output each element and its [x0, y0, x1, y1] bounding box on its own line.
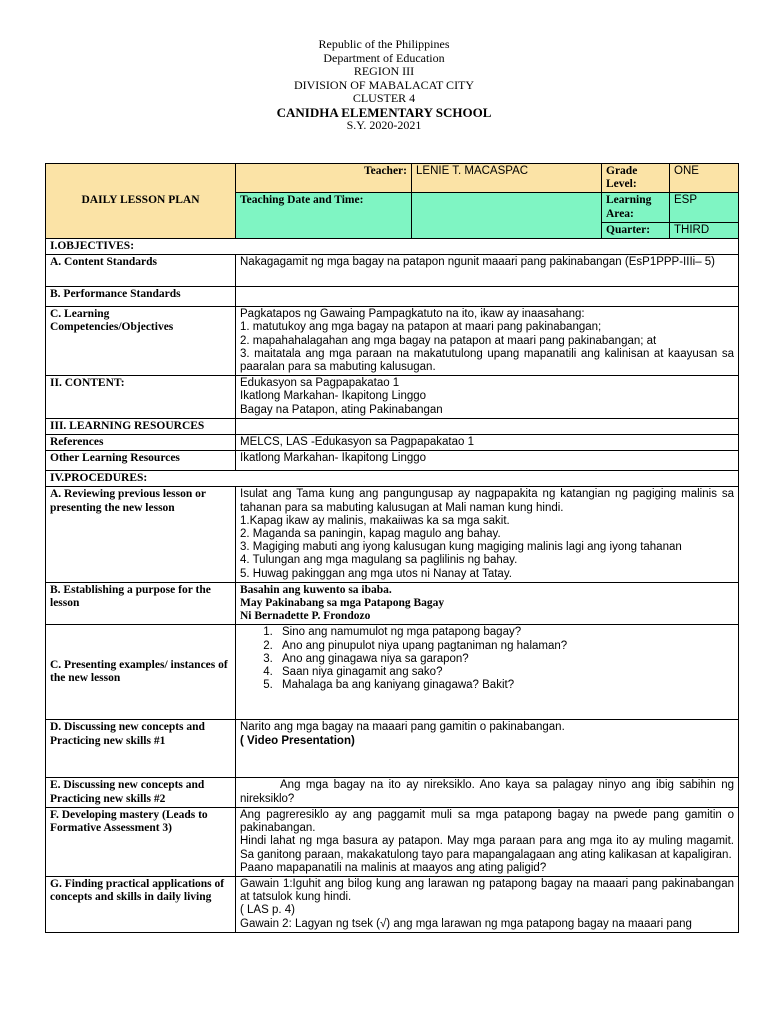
- competencies-value: [236, 307, 739, 376]
- school-year: S.Y. 2020-2021: [346, 118, 422, 132]
- procedure-b-label: B. Establishing a purpose for the lesson: [46, 582, 236, 625]
- procedure-e-value: Ang mga bagay na ito ay nireksiklo. Ano kaya sa palagay ninyo ang ibig sabihin ng nireksiklo?: [236, 778, 739, 807]
- content-line: Edukasyon sa Pagpapakatao 1: [240, 377, 400, 390]
- competencies-label: C. Learning Competencies/Objectives: [46, 307, 236, 376]
- procedure-b-value: [236, 582, 739, 625]
- procedure-c-label: C. Presenting examples/ instances of the new lesson: [46, 625, 236, 720]
- competency-line: Pagkatapos ng Gawaing Pampagkatuto na ito, ikaw ay inaasahang:: [240, 308, 585, 321]
- procedure-g-line: Gawain 2: Lagyan ng tsek (√) ang mga larawan ng mga patapong bagay na maaari pang: [240, 917, 692, 930]
- procedure-a-label: A. Reviewing previous lesson or presenting the new lesson: [46, 487, 236, 582]
- learning-resources-value: [236, 418, 739, 434]
- procedure-a-line: 3. Magiging mabuti ang iyong kalusugan kung magiging malinis lagi ang iyong tahanan: [240, 541, 682, 554]
- performance-standards-value: [236, 287, 739, 307]
- procedure-d-label: D. Discussing new concepts and Practicing new skills #1: [46, 720, 236, 778]
- other-resources-label: Other Learning Resources: [46, 451, 236, 471]
- teacher-value: LENIE T. MACASPAC: [412, 164, 602, 193]
- content-line: Ikatlong Markahan- Ikapitong Linggo: [240, 390, 427, 403]
- procedure-d-value: [236, 720, 739, 778]
- procedure-a-value: [236, 487, 739, 582]
- content-standards-label: A. Content Standards: [46, 255, 236, 287]
- header-line: DIVISION OF MABALACAT CITY: [293, 77, 475, 92]
- procedure-b-line: Basahin ang kuwento sa ibaba.: [240, 583, 392, 596]
- procedure-a-line: 5. Huwag pakinggan ang mga utos ni Nanay at Tatay.: [240, 567, 512, 580]
- quarter-value: THIRD: [670, 222, 739, 238]
- procedure-a-line: 1.Kapag ikaw ay malinis, makaiiwas ka sa mga sakit.: [240, 514, 510, 527]
- procedure-a-line: 2. Maganda sa paningin, kapag magulo ang bahay.: [240, 528, 501, 541]
- procedure-g-line: ( LAS p. 4): [240, 904, 295, 917]
- learning-area-value: ESP: [670, 193, 739, 222]
- procedure-f-value: [236, 807, 739, 876]
- lesson-plan-table: [45, 163, 739, 933]
- grade-value: ONE: [670, 164, 739, 193]
- procedure-f-line: Ang pagreresiklo ay ang paggamit muli sa mga patapong bagay na pwede pang gamitin o pakinabangan.: [240, 808, 734, 835]
- list-item: 5. Mahalaga ba ang kaniyang ginagawa? Bakit?: [276, 679, 734, 692]
- procedures-heading: IV.PROCEDURES:: [46, 471, 739, 487]
- teacher-label: Teacher:: [236, 164, 412, 193]
- learning-area-label: Learning Area:: [602, 193, 670, 222]
- procedure-e-label: [46, 778, 236, 807]
- list-item: 2. Ano ang pinupulot niya upang pagtaniman ng halaman?: [276, 640, 734, 653]
- competency-line: 1. matutukoy ang mga bagay na patapon at maari pang pakinabangan;: [240, 321, 602, 334]
- procedure-g-label: G. Finding practical applications of concepts and skills in daily living: [46, 876, 236, 932]
- procedure-b-line: May Pakinabang sa mga Patapong Bagay: [240, 597, 445, 610]
- procedure-e-label-line: E. Discussing new concepts and: [50, 779, 205, 792]
- procedure-a-line: Isulat ang Tama kung ang pangungusap ay nagpapakita ng katangian ng pagiging malinis sa tahanan para sa mabuting kalusugan at Mali naman kung hindi.: [240, 488, 734, 514]
- list-item: 3. Ano ang ginagawa niya sa garapon?: [276, 653, 734, 666]
- procedure-d-bold: ( Video Presentation): [240, 734, 355, 747]
- procedure-g-line: Gawain 1:Iguhit ang bilog kung ang larawan ng patapong bagay na maaari pang pakinabangan at tatsulok kung hindi.: [240, 877, 734, 904]
- other-resources-value: Ikatlong Markahan- Ikapitong Linggo: [236, 451, 739, 471]
- content-value: [236, 376, 739, 419]
- header-line: REGION III: [353, 64, 415, 78]
- grade-label: Grade Level:: [602, 164, 670, 193]
- procedure-b-line: Ni Bernadette P. Frondozo: [240, 610, 371, 623]
- question-list: [240, 626, 734, 692]
- list-item: 4. Saan niya ginagamit ang sako?: [276, 666, 734, 679]
- learning-resources-heading: III. LEARNING RESOURCES: [46, 418, 236, 434]
- references-label: References: [46, 435, 236, 451]
- procedure-a-line: 4. Tulungan ang mga magulang sa paglilinis ng bahay.: [240, 554, 518, 567]
- teaching-date-value: [412, 193, 602, 239]
- procedure-d-text: Narito ang mga bagay na maaari pang gamitin o pakinabangan.: [240, 721, 565, 734]
- quarter-label: Quarter:: [602, 222, 670, 238]
- procedure-f-line: Paano mapapanatili na malinis at maayos ang ating paligid?: [240, 861, 547, 874]
- references-value: MELCS, LAS -Edukasyon sa Pagpapakatao 1: [236, 435, 739, 451]
- teaching-date-label: Teaching Date and Time:: [236, 193, 412, 239]
- competency-line: 3. maitatala ang mga paraan na makatutulong upang mapanatili ang kalinisan at kaayusan sa paaralan para sa mabuting kalusugan.: [240, 347, 734, 374]
- content-standards-value: Nakagagamit ng mga bagay na patapon ngunit maaari pang pakinabangan (EsP1PPP-IIIi– 5): [236, 255, 739, 287]
- competency-line: 2. mapahahalagahan ang mga bagay na patapon at maari pang pakinabangan; at: [240, 334, 657, 347]
- content-line: Bagay na Patapon, ating Pakinabangan: [240, 403, 443, 416]
- header-line: CLUSTER 4: [352, 91, 416, 105]
- document-header: [0, 38, 768, 133]
- header-line: Department of Education: [323, 50, 445, 65]
- procedure-c-value: [236, 625, 739, 720]
- school-name: CANIDHA ELEMENTARY SCHOOL: [276, 104, 492, 120]
- objectives-heading: I.OBJECTIVES:: [46, 239, 739, 255]
- procedure-f-line: Hindi lahat ng mga basura ay patapon. May mga paraan para ang mga ito ay muling magamit. Sa ganitong paraan, makakatulong tayo para mapangalagaan ang ating kalikasan at kapaligiran.: [240, 835, 734, 861]
- procedure-g-value: [236, 876, 739, 932]
- list-item: 1. Sino ang namumulot ng mga patapong bagay?: [276, 626, 734, 639]
- procedure-e-label-line: Practicing new skills #2: [50, 792, 166, 805]
- procedure-f-label: F. Developing mastery (Leads to Formative Assessment 3): [46, 807, 236, 876]
- header-line: Republic of the Philippines: [318, 37, 450, 51]
- performance-standards-label: B. Performance Standards: [46, 287, 236, 307]
- plan-title: DAILY LESSON PLAN: [46, 164, 236, 239]
- content-label: II. CONTENT:: [46, 376, 236, 419]
